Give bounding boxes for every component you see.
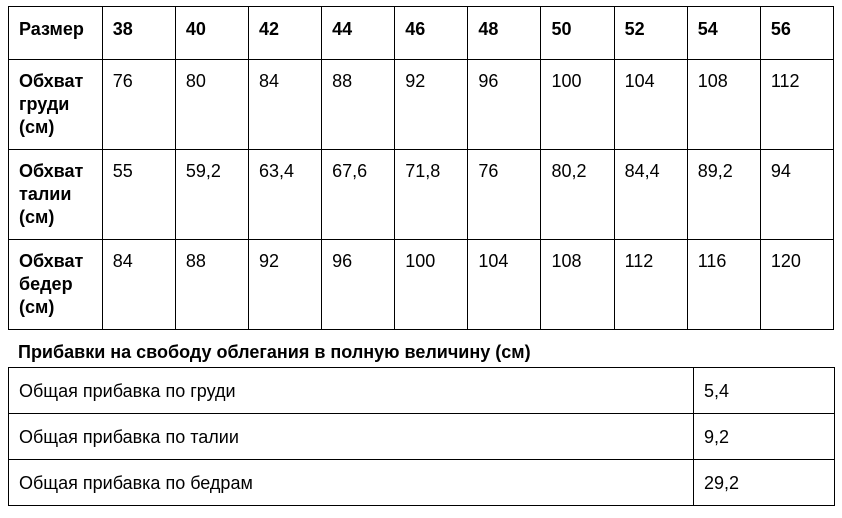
size-value: 54 bbox=[697, 19, 718, 39]
table-cell: 80 bbox=[175, 60, 248, 150]
size-value: 56 bbox=[770, 19, 791, 39]
table-cell: 71,8 bbox=[395, 150, 468, 240]
size-header-cell bbox=[175, 7, 248, 60]
table-row bbox=[9, 60, 834, 150]
size-header-cell bbox=[760, 7, 833, 60]
table-cell: 88 bbox=[322, 60, 395, 150]
table-cell: 96 bbox=[468, 60, 541, 150]
size-header-cell bbox=[248, 7, 321, 60]
table-cell: 94 bbox=[760, 150, 833, 240]
size-header-cell bbox=[322, 7, 395, 60]
table-cell: 84 bbox=[248, 60, 321, 150]
allowances-title: Прибавки на свободу облегания в полную величину (см) bbox=[18, 342, 531, 362]
allowances-table bbox=[8, 367, 835, 506]
table-cell: 84,4 bbox=[614, 150, 687, 240]
size-value: 38 bbox=[112, 19, 133, 39]
size-header-cell bbox=[614, 7, 687, 60]
row-label-line: Обхват bbox=[19, 161, 84, 181]
size-header-cell bbox=[541, 7, 614, 60]
table-row bbox=[9, 240, 834, 330]
row-label-line: (см) bbox=[19, 297, 55, 317]
allowance-label: Общая прибавка по груди bbox=[9, 368, 694, 414]
size-value: 42 bbox=[258, 19, 279, 39]
allowance-label: Общая прибавка по талии bbox=[9, 414, 694, 460]
row-label-line: (см) bbox=[19, 117, 55, 137]
size-value: 46 bbox=[405, 19, 426, 39]
table-cell: 67,6 bbox=[322, 150, 395, 240]
table-cell: 100 bbox=[395, 240, 468, 330]
table-cell: 89,2 bbox=[687, 150, 760, 240]
allowance-label: Общая прибавка по бедрам bbox=[9, 460, 694, 506]
table-cell: 104 bbox=[468, 240, 541, 330]
row-label-line: талии bbox=[19, 184, 72, 204]
table-cell: 112 bbox=[760, 60, 833, 150]
size-header-row bbox=[9, 7, 834, 60]
table-cell: 84 bbox=[102, 240, 175, 330]
row-label-line: бедер bbox=[19, 274, 73, 294]
row-label-waist bbox=[9, 150, 103, 240]
table-cell: 108 bbox=[687, 60, 760, 150]
size-header-cell bbox=[468, 7, 541, 60]
size-header-label bbox=[9, 7, 103, 60]
table-row bbox=[9, 414, 835, 460]
size-header-label-text: Размер bbox=[19, 19, 84, 39]
row-label-line: Обхват bbox=[19, 71, 84, 91]
row-label-line: груди bbox=[19, 94, 70, 114]
table-cell: 80,2 bbox=[541, 150, 614, 240]
table-cell: 116 bbox=[687, 240, 760, 330]
table-cell: 88 bbox=[175, 240, 248, 330]
row-label-chest bbox=[9, 60, 103, 150]
table-cell: 92 bbox=[248, 240, 321, 330]
allowance-value: 5,4 bbox=[694, 368, 835, 414]
table-cell: 96 bbox=[322, 240, 395, 330]
table-cell: 55 bbox=[102, 150, 175, 240]
table-cell: 63,4 bbox=[248, 150, 321, 240]
allowance-value: 9,2 bbox=[694, 414, 835, 460]
table-cell: 120 bbox=[760, 240, 833, 330]
size-value: 52 bbox=[624, 19, 645, 39]
allowance-value: 29,2 bbox=[694, 460, 835, 506]
size-table bbox=[8, 6, 834, 330]
table-cell: 104 bbox=[614, 60, 687, 150]
size-value: 44 bbox=[332, 19, 353, 39]
table-cell: 108 bbox=[541, 240, 614, 330]
table-row bbox=[9, 460, 835, 506]
size-value: 50 bbox=[551, 19, 572, 39]
table-cell: 76 bbox=[468, 150, 541, 240]
size-value: 48 bbox=[478, 19, 499, 39]
row-label-hips bbox=[9, 240, 103, 330]
size-header-cell bbox=[687, 7, 760, 60]
table-cell: 59,2 bbox=[175, 150, 248, 240]
table-row bbox=[9, 150, 834, 240]
table-cell: 76 bbox=[102, 60, 175, 150]
size-value: 40 bbox=[185, 19, 206, 39]
size-header-cell bbox=[102, 7, 175, 60]
size-header-cell bbox=[395, 7, 468, 60]
table-cell: 112 bbox=[614, 240, 687, 330]
row-label-line: Обхват bbox=[19, 251, 84, 271]
table-cell: 92 bbox=[395, 60, 468, 150]
row-label-line: (см) bbox=[19, 207, 55, 227]
table-row bbox=[9, 368, 835, 414]
table-cell: 100 bbox=[541, 60, 614, 150]
